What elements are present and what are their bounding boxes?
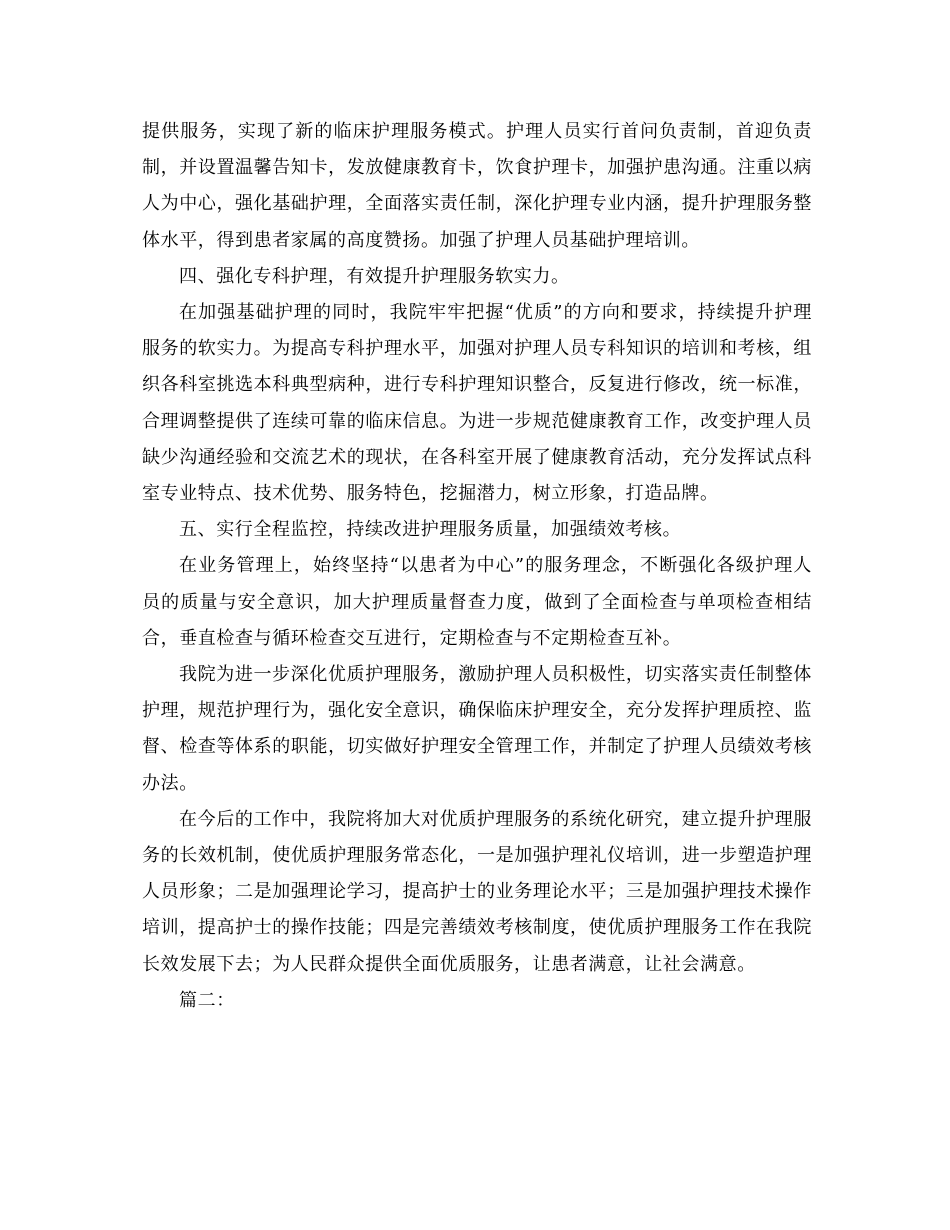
paragraph-continuation: 提供服务，实现了新的临床护理服务模式。护理人员实行首问负责制，首迎负责制，并设置温馨告知卡，发放健康教育卡，饮食护理卡，加强护患沟通。注重以病人为中心，强化基础护理，全面落实责任制，深化护理专业内涵，提升护理服务整体水平，得到患者家属的高度赞扬。加强了护理人员基础护理培训。 — [142, 121, 812, 251]
paragraph-business-management: 在业务管理上，始终坚持“以患者为中心”的服务理念，不断强化各级护理人员的质量与安全意识，加大护理质量督查力度，做到了全面检查与单项检查相结合，垂直检查与循环检查交互进行，定期检查与不定期检查互补。 — [142, 555, 812, 649]
section-heading-five: 五、实行全程监控，持续改进护理服务质量，加强绩效考核。 — [179, 519, 682, 541]
paragraph-specialty-nursing: 在加强基础护理的同时，我院牢牢把握“优质”的方向和要求，持续提升护理服务的软实力。为提高专科护理水平，加强对护理人员专科知识的培训和考核，组织各科室挑选本科典型病种，进行专科护理知识整合，反复进行修改，统一标准，合理调整提供了连续可靠的临床信息。为进一步规范健康教育工作，改变护理人员缺少沟通经验和交流艺术的现状，在各科室开展了健康教育活动，充分发挥试点科室专业特点、技术优势、服务特色，挖掘潜力，树立形象，打造品牌。 — [142, 302, 812, 505]
section-heading-four: 四、强化专科护理，有效提升护理服务软实力。 — [179, 265, 570, 287]
part-two-heading: 篇二： — [179, 989, 235, 1011]
paragraph-future-work: 在今后的工作中，我院将加大对优质护理服务的系统化研究，建立提升护理服务的长效机制，使优质护理服务常态化，一是加强护理礼仪培训，进一步塑造护理人员形象；二是加强理论学习，提高护士的业务理论水平；三是加强护理技术操作培训，提高护士的操作技能；四是完善绩效考核制度，使优质护理服务工作在我院长效发展下去；为人民群众提供全面优质服务，让患者满意，让社会满意。 — [142, 808, 812, 975]
paragraph-quality-nursing: 我院为进一步深化优质护理服务，激励护理人员积极性，切实落实责任制整体护理，规范护理行为，强化安全意识，确保临床护理安全，充分发挥护理质控、监督、检查等体系的职能，切实做好护理安全管理工作，并制定了护理人员绩效考核办法。 — [142, 664, 812, 794]
document-body — [142, 114, 812, 1019]
